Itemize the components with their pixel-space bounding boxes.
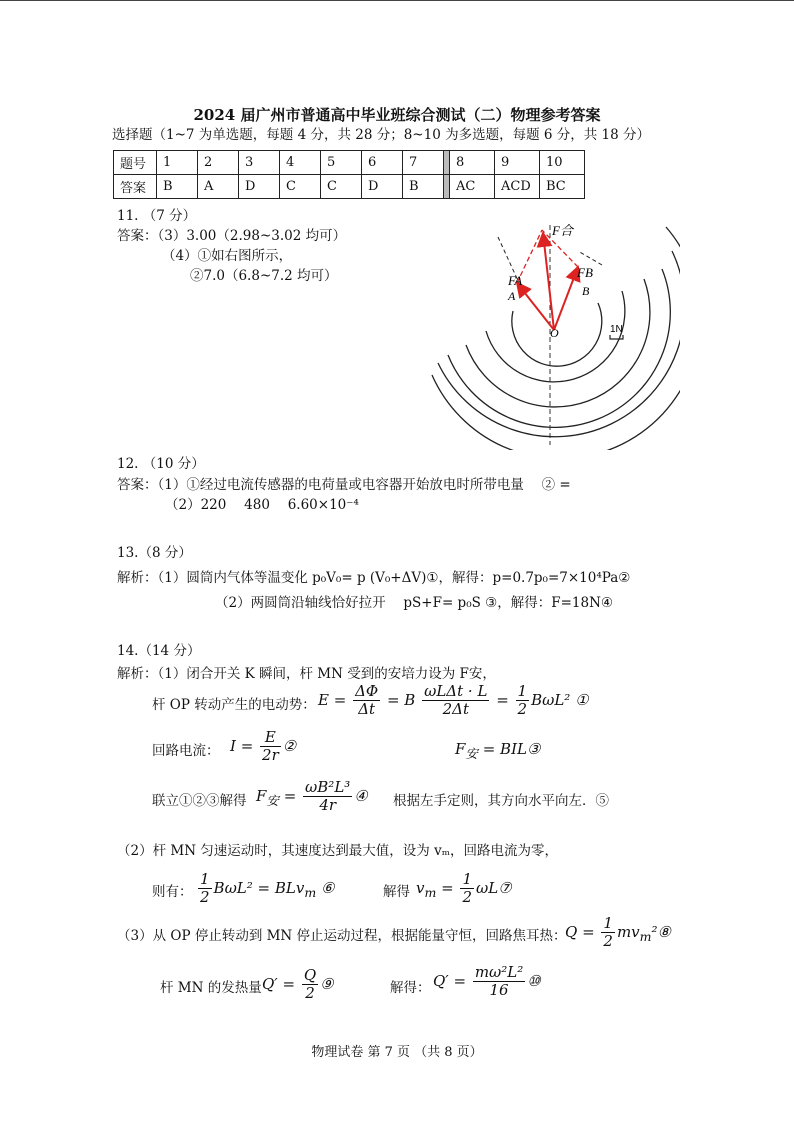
current-formula: I = $\frac{E}{2r}$ ②	[230, 728, 297, 765]
label-o: O	[550, 326, 559, 340]
page-footer: 物理试卷 第 7 页 （共 8 页）	[311, 1045, 483, 1060]
q13-heading: 13.（8 分）	[117, 545, 192, 561]
table-cell: 1	[157, 151, 198, 175]
q12-line: （2）220 480 6.60×10⁻⁴	[165, 497, 359, 513]
table-cell: B	[157, 175, 198, 199]
velocity-equation: $\frac{1}{2}$ BωL² = BLv$_m$ ⑥	[200, 870, 335, 907]
label-a: A	[508, 289, 516, 303]
table-cell: D	[362, 175, 403, 199]
q12-line: 答案：（1）①经过电流传感器的电荷量或电容器开始放电时所带电量 ② =	[117, 477, 571, 493]
table-cell: 题号	[114, 151, 157, 175]
table-cell: 6	[362, 151, 403, 175]
q13-line: （2）两圆筒沿轴线恰好拉开 pS+F= p₀S ③，解得：F=18N④	[215, 595, 614, 611]
table-cell: 2	[198, 151, 239, 175]
table-cell: 10	[540, 151, 585, 175]
table-cell: AC	[450, 175, 495, 199]
table-cell: 7	[403, 151, 444, 175]
q12-heading: 12. （10 分）	[117, 456, 205, 472]
heat-formula: Q = $\frac{1}{2}$ $mv_m^2⑧$	[565, 914, 671, 951]
table-cell: 5	[321, 151, 362, 175]
heat-result: Q′ = $\frac{\text{mω²L²}}{16}$ ⑩	[433, 963, 541, 1000]
label-b: B	[582, 284, 590, 298]
q14-part3: （3）从 OP 停止转动到 MN 停止运动过程，根据能量守恒，回路焦耳热：	[117, 928, 567, 944]
q14-part2-solve: 解得	[383, 884, 410, 900]
label-fb: FB	[577, 265, 593, 280]
force-diagram	[430, 205, 680, 450]
table-cell: A	[198, 175, 239, 199]
top-border	[0, 0, 794, 1]
choice-note: 选择题（1~7 为单选题，每题 4 分，共 28 分；8~10 为多选题，每题 6 分，共 18 分）	[112, 127, 651, 143]
table-cell: 4	[280, 151, 321, 175]
q13-line: 解析：（1）圆筒内气体等温变化 p₀V₀= p (V₀+ΔV)①，解得：p=0.7p₀=7×10⁴Pa②	[117, 570, 631, 586]
velocity-result: $v_m$ = $\frac{1}{2}$ ωL⑦	[416, 870, 512, 907]
q14-part2-label: 则有：	[152, 884, 193, 900]
label-fa: FA	[508, 273, 523, 288]
q14-combine-label: 联立①②③解得	[152, 793, 247, 809]
ampere-force-formula: $F_安$ = BIL③	[455, 740, 541, 761]
table-cell: 9	[495, 151, 540, 175]
q14-direction: 根据左手定则，其方向水平向左．⑤	[393, 793, 609, 809]
q14-part3-solve: 解得：	[390, 980, 431, 996]
q14-part3-label: 杆 MN 的发热量	[160, 980, 262, 996]
table-cell: ACD	[495, 175, 540, 199]
q11-line: 答案：（3）3.00（2.98~3.02 均可）	[117, 228, 347, 244]
table-cell: 答案	[114, 175, 157, 199]
q14-heading: 14.（14 分）	[117, 643, 201, 659]
heat-share-formula: Q′ = $\frac{Q}{2}$ ⑨	[262, 966, 334, 1003]
table-cell: BC	[540, 175, 585, 199]
table-cell: B	[403, 175, 444, 199]
q11-heading: 11. （7 分）	[117, 208, 197, 224]
q11-line: ②7.0（6.8~7.2 均可）	[190, 268, 338, 284]
q14-current-label: 回路电流：	[152, 743, 220, 759]
answer-table	[113, 150, 585, 199]
label-f-he: F合	[552, 223, 573, 238]
q14-part2: （2）杆 MN 匀速运动时，其速度达到最大值，设为 vₘ，回路电流为零，	[117, 843, 559, 859]
emf-formula: E = $\frac{\Delta\Phi}{\Delta t}$ = B $\frac{\text{ωLΔt · L}}{2\Delta t}$ = $\frac{1}{2}$ BωL² ①	[318, 682, 589, 719]
force-result-formula: $F_安$ = $\frac{\text{ωB²L³}}{4r}$ ④	[256, 778, 368, 815]
q14-emf-label: 杆 OP 转动产生的电动势：	[152, 697, 316, 713]
table-cell: D	[239, 175, 280, 199]
page-title: 2024 届广州市普通高中毕业班综合测试（二）物理参考答案	[193, 106, 601, 124]
table-cell: C	[280, 175, 321, 199]
table-cell: 8	[450, 151, 495, 175]
table-row-answers	[114, 175, 585, 199]
scale-label: 1N	[610, 324, 623, 335]
q14-line: 解析：（1）闭合开关 K 瞬间，杆 MN 受到的安培力设为 F安，	[117, 666, 496, 682]
table-cell: 3	[239, 151, 280, 175]
table-row-numbers	[114, 151, 585, 175]
table-cell: C	[321, 175, 362, 199]
q11-line: （4）①如右图所示，	[162, 248, 293, 264]
